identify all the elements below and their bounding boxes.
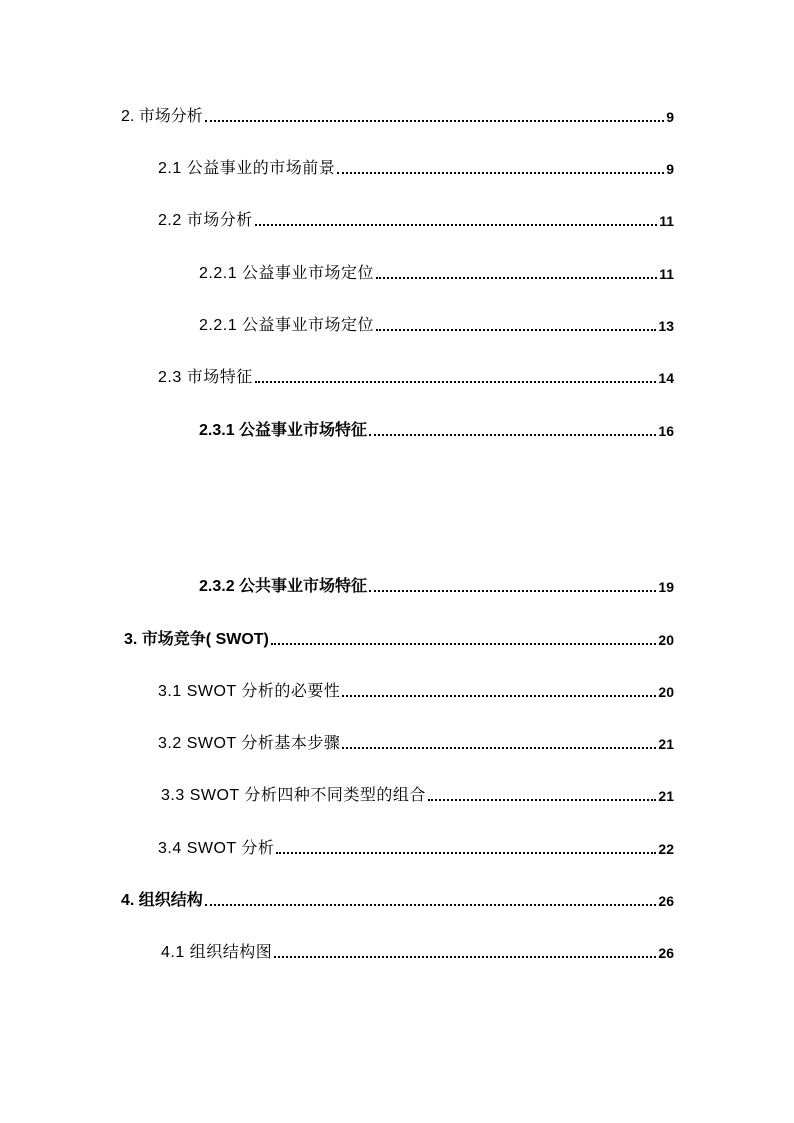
toc-leader-dots [255, 224, 657, 226]
toc-leader-dots [276, 852, 656, 854]
toc-entry-2-1[interactable] [158, 158, 674, 180]
toc-entry-2-3-2[interactable] [199, 576, 674, 598]
toc-leader-dots [274, 956, 656, 958]
toc-entry-label: 2.1 公益事业的市场前景 [158, 160, 336, 177]
toc-entry-label: 4.1 组织结构图 [161, 944, 273, 961]
toc-entry-label: 2.3.2 公共事业市场特征 [199, 578, 368, 595]
toc-entry-2[interactable] [121, 106, 674, 128]
toc-entry-label: 3. 市场竞争( SWOT) [124, 631, 269, 648]
toc-entry-label: 2.3.1 公益事业市场特征 [199, 422, 368, 439]
toc-entry-label: 4. 组织结构 [121, 892, 203, 909]
toc-entry-page: 20 [658, 684, 674, 700]
toc-entry-3-1[interactable] [158, 681, 674, 703]
toc-leader-dots [369, 434, 656, 436]
toc-entry-2-2[interactable] [158, 210, 674, 232]
toc-entry-page: 9 [666, 109, 674, 125]
toc-leader-dots [255, 381, 657, 383]
toc-entry-3[interactable] [124, 629, 674, 651]
toc-entry-page: 11 [659, 213, 674, 229]
toc-entry-3-3[interactable] [161, 785, 674, 807]
toc-entry-2-2-1[interactable] [199, 263, 674, 285]
toc-entry-label: 2.3 市场特征 [158, 369, 253, 386]
toc-entry-2-3-1[interactable] [199, 420, 674, 442]
toc-entry-page: 14 [658, 370, 674, 386]
toc-entry-3-2[interactable] [158, 733, 674, 755]
toc-entry-page: 19 [658, 579, 674, 595]
toc-entry-label: 2. 市场分析 [121, 108, 203, 125]
toc-entry-2-2-1b[interactable] [199, 315, 674, 337]
toc-entry-4-1[interactable] [161, 942, 674, 964]
toc-entry-page: 26 [658, 893, 674, 909]
toc-entry-page: 22 [658, 841, 674, 857]
toc-entry-label: 2.2.1 公益事业市场定位 [199, 317, 375, 334]
toc-entry-label: 3.3 SWOT 分析四种不同类型的组合 [161, 787, 426, 804]
toc-entry-label: 2.2 市场分析 [158, 212, 253, 229]
toc-entry-page: 13 [658, 318, 674, 334]
toc-entry-page: 21 [658, 736, 674, 752]
toc-entry-page: 20 [658, 632, 674, 648]
toc-entry-2-3[interactable] [158, 367, 674, 389]
toc-entry-3-4[interactable] [158, 838, 674, 860]
toc-leader-dots [271, 643, 657, 645]
toc-leader-dots [369, 590, 656, 592]
toc-leader-dots [205, 120, 664, 122]
toc-entry-page: 16 [658, 423, 674, 439]
toc-entry-page: 11 [659, 266, 674, 282]
toc-entry-label: 3.4 SWOT 分析 [158, 840, 275, 857]
toc-entry-label: 2.2.1 公益事业市场定位 [199, 265, 375, 282]
toc-entry-label: 3.2 SWOT 分析基本步骤 [158, 735, 341, 752]
toc-leader-dots [376, 329, 656, 331]
toc-leader-dots [428, 799, 657, 801]
toc-entry-page: 9 [666, 161, 674, 177]
toc-entry-4[interactable] [121, 890, 674, 912]
toc-leader-dots [337, 172, 664, 174]
toc-leader-dots [342, 747, 656, 749]
toc-leader-dots [376, 277, 657, 279]
toc-entry-label: 3.1 SWOT 分析的必要性 [158, 683, 341, 700]
toc-entry-page: 21 [658, 788, 674, 804]
toc-leader-dots [342, 695, 656, 697]
toc-leader-dots [205, 904, 657, 906]
toc-entry-page: 26 [658, 945, 674, 961]
